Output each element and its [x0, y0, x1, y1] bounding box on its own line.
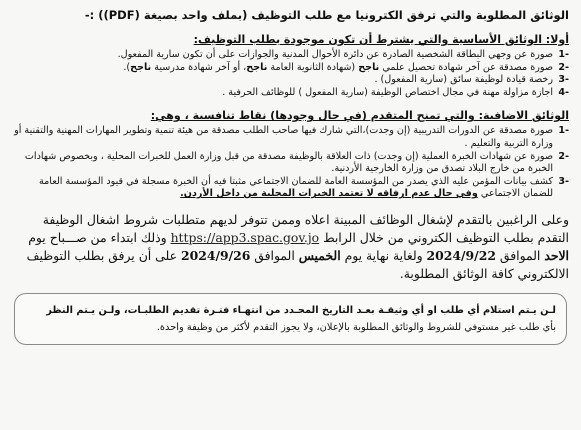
item-text: رخصة قيادة لوظيفة سائق (سارية المفعول) . — [374, 74, 553, 86]
item-text-bold: ناجح — [358, 61, 380, 73]
end-day: الخميس — [298, 247, 341, 263]
paragraph-text: على أن يرفق بطلب التوظيف الالكتروني كافة الوثائق المطلوبة. — [26, 247, 569, 281]
item-text: كشف بيانات المؤمن عليه الذي يصدر من المؤسسة العامة للضمان الاجتماعي مثبتا فيه أن الخبرة مسجلة في قيود المؤسسة العامة للضمان الاجتماعي — [39, 175, 553, 200]
basic-documents-heading: أولا: الوثائق الأساسية والتي يشترط أن تكون موجودة بطلب التوظيف: — [193, 33, 569, 46]
list-item — [12, 176, 569, 201]
item-text: ، أو آخر شهادة مدرسية — [151, 61, 247, 73]
list-item — [12, 87, 569, 100]
application-link[interactable]: https://app3.spac.gov.jo — [170, 229, 320, 245]
item-text: (شهادة الثانوية العامة — [267, 61, 359, 73]
notice-line-1: لـن يـتم استلام أي طلب او أي وثيقـة بعـد التاريخ المحـدد من انتهـاء فتـرة تقديم الطلبـات، ولـن يـتم النظر — [46, 304, 556, 316]
list-item — [12, 62, 569, 75]
item-number: -3 — [558, 175, 569, 187]
item-text-bold: وفي حال عدم ارفاقه لا تعتمد الخبرات المحلية من داخل الأردن. — [180, 188, 478, 200]
item-number: -1 — [558, 125, 569, 137]
item-text: صورة عن شهادات الخبرة العملية (إن وجدت) ذات العلاقة بالوظيفة مصدقة من قبل وزارة العمل للخبرات المحلية ، وبخصوص شهادات الخبرة من خارج البلاد تصدق من وزارة الخارجية الأردنية. — [24, 150, 553, 175]
end-date: 2024/9/26 — [180, 247, 251, 263]
item-number: -1 — [558, 49, 569, 60]
item-text: صورة مصدقة عن الدورات التدريبية (إن وجدت)،التي شارك فيها صاحب الطلب مصدقة من هيئة تنمية وتطوير المهارات المهنية والتقنية أو وزارة التربية والتعليم . — [14, 125, 553, 149]
item-number: -4 — [558, 86, 569, 98]
notice-box — [14, 293, 567, 345]
basic-documents-list — [12, 49, 569, 99]
item-text: صورة عن وجهي البطاقة الشخصية الصادرة عن دائرة الأحوال المدنية والجوازات على أن تكون سارية المفعول. — [117, 49, 553, 60]
item-text: اجازة مزاولة مهنة في مجال اختصاص الوظيفة (سارية المفعول ) للوظائف الحرفية . — [222, 86, 553, 98]
paragraph-text: وعلى الراغبين بالتقدم لإشغال الوظائف المبينة اعلاه وممن تتوفر لديهم متطلبات شروط اشغال الوظيفة التقدم بطلب التوظيف الكتروني من خلال الرابط — [42, 211, 569, 245]
list-item — [12, 74, 569, 87]
application-paragraph — [12, 211, 569, 283]
item-number: -3 — [558, 74, 569, 86]
paragraph-text: الموافق — [250, 247, 299, 263]
start-date: 2024/9/22 — [426, 247, 496, 263]
item-text-bold: ناجح — [130, 61, 152, 73]
additional-documents-list — [12, 125, 569, 201]
paragraph-text: وذلك ابتداء من صـــباح يوم — [28, 229, 171, 245]
additional-documents-heading: الوثائق الاضافية: والتي تمنح المتقدم (في حال وجودها) نقاط تنافسية ، وهي: — [150, 109, 569, 123]
start-day: الاحد — [544, 247, 569, 263]
paragraph-text: ولغاية نهاية يوم — [340, 247, 427, 263]
item-text-bold: ناجح — [246, 61, 268, 73]
list-item — [12, 125, 569, 150]
list-item — [12, 151, 569, 176]
list-item — [12, 49, 569, 62]
item-number: -2 — [558, 61, 569, 73]
item-number: -2 — [558, 150, 569, 162]
notice-line-2: بأي طلب غير مستوفي للشروط والوثائق المطلوبة بالإعلان، ولا يجوز التقدم لأكثر من وظيفة واحدة. — [156, 321, 556, 333]
item-text: صورة مصدقة عن آخر شهادة تحصيل علمي — [379, 61, 553, 73]
item-text: ). — [123, 61, 131, 73]
paragraph-text: الموافق — [495, 247, 545, 263]
main-heading: الوثائق المطلوبة والتي ترفق الكترونيا مع طلب التوظيف (بملف واحد بصيغة (PDF)) :- — [84, 8, 569, 22]
